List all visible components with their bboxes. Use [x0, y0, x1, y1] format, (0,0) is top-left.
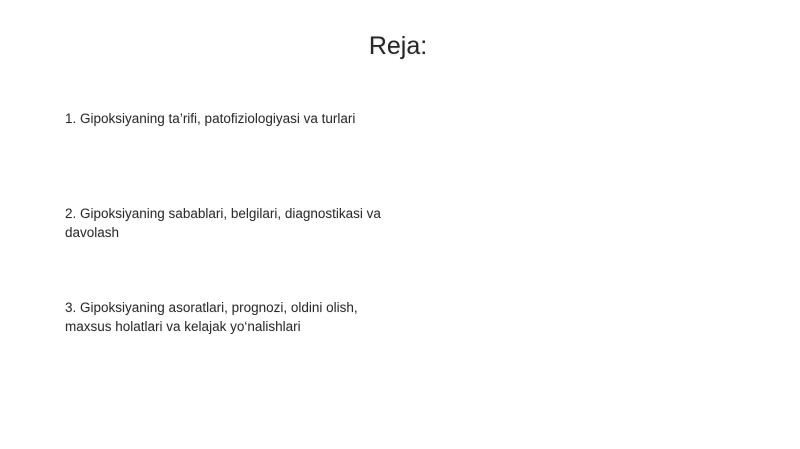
outline-item-2: 2. Gipoksiyaning sabablari, belgilari, diagnostikasi va davolash: [65, 206, 381, 240]
slide-title: Reja:: [368, 32, 428, 60]
outline-item-1: 1. Gipoksiyaning ta’rifi, patofiziologiyasi va turlari: [65, 111, 356, 126]
outline-item-3: 3. Gipoksiyaning asoratlari, prognozi, oldini olish, maxsus holatlari va kelajak yo‘nalishlari: [65, 300, 358, 334]
